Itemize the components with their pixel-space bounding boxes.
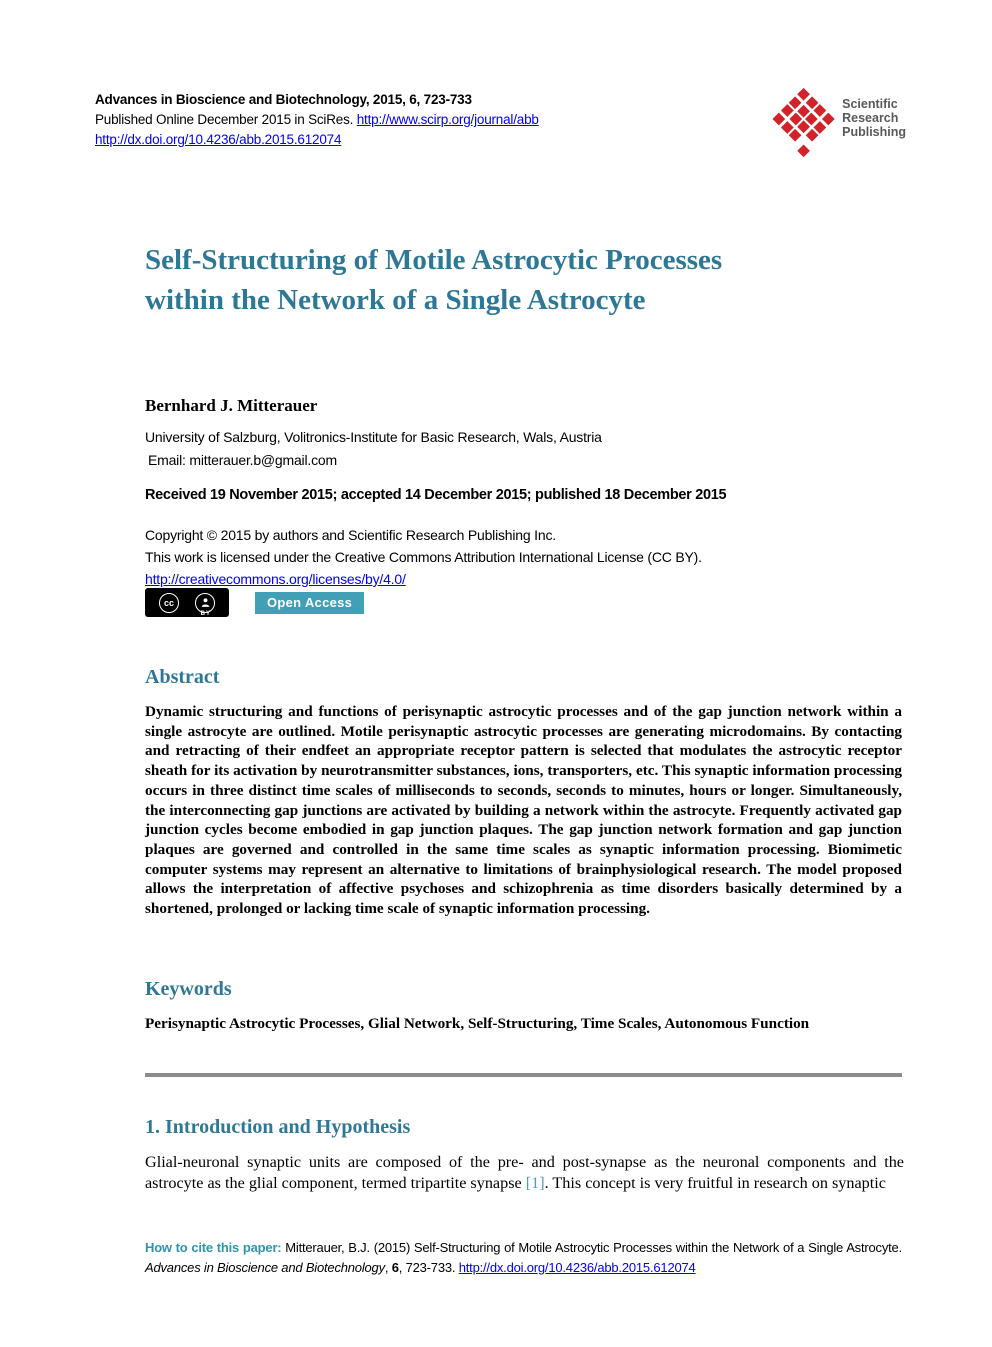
- copyright-block: [145, 524, 702, 590]
- doi-line: [95, 130, 539, 150]
- srp-logo: [782, 94, 906, 142]
- section-divider: [145, 1073, 902, 1077]
- keywords-text: Perisynaptic Astrocytic Processes, Glial Network, Self-Structuring, Time Scales, Autonomous Function: [145, 1015, 810, 1032]
- intro-text-after: . This concept is very fruitful in research on synaptic: [544, 1173, 886, 1192]
- srp-diamonds-icon: [773, 86, 838, 151]
- abstract-heading: Abstract: [145, 666, 220, 688]
- cite-journal-name: Advances in Bioscience and Biotechnology: [145, 1259, 385, 1275]
- cite-volume: 6: [391, 1259, 399, 1275]
- open-access-badge[interactable]: Open Access: [255, 592, 364, 614]
- srp-logo-text: [842, 97, 906, 139]
- cite-label: How to cite this paper:: [145, 1240, 286, 1255]
- license-link[interactable]: http://creativecommons.org/licenses/by/4.0/: [145, 571, 406, 587]
- journal-url-link[interactable]: http://www.scirp.org/journal/abb: [356, 112, 539, 127]
- cc-by-badge[interactable]: [145, 588, 229, 617]
- cite-separator: ,: [384, 1259, 392, 1275]
- journal-meta: [95, 90, 539, 150]
- published-online-line: [95, 110, 539, 130]
- article-title: Self-Structuring of Motile Astrocytic Processes within the Network of a Single Astrocyte: [145, 244, 723, 316]
- reference-1-link[interactable]: [1]: [525, 1173, 545, 1192]
- doi-link-header[interactable]: http://dx.doi.org/10.4236/abb.2015.612074: [95, 132, 342, 147]
- received-dates-line: Received 19 November 2015; accepted 14 December 2015; published 18 December 2015: [145, 487, 727, 503]
- introduction-heading: 1. Introduction and Hypothesis: [145, 1116, 411, 1138]
- abstract-text: Dynamic structuring and functions of perisynaptic astrocytic processes and of the gap junction network within a single astrocyte are outlined. Motile perisynaptic astrocytic processes are generating microdomains. By contacting and retracting of their endfeet an appropriate receptor pattern is selected that modulates the astrocytic receptor sheath for its activation by neurotransmitter substances, ions, transporters, etc. This synaptic information processing occurs in three distinct time scales of milliseconds to seconds, seconds to minutes, hours or longer. Simultaneously, the interconnecting gap junctions are activated by building a network within the astrocyte. Frequently activated gap junction cycles become embodied in gap junction plaques. The gap junction network formation and gap junction plaques are governed and controlled in the same time scales as synaptic information processing. Biomimetic computer systems may represent an alternative to limitations of brainphysiological research. The model proposed allows the interpretation of affective psychoses and schizophrenia as time disorders basically determined by a shortened, prolonged or lacking time scale of synaptic information processing.: [145, 703, 902, 918]
- logo-word-research: Research: [842, 111, 899, 125]
- intro-text-before: Glial-neuronal synaptic units are composed of the pre- and post-synapse as the neuronal components and the astrocyte as the glial component, termed tripartite synapse: [145, 1153, 904, 1192]
- cite-text: Mitterauer, B.J. (2015) Self-Structuring of Motile Astrocytic Processes within the Network of a Single Astrocyte.: [285, 1240, 902, 1255]
- author-name: Bernhard J. Mitterauer: [145, 396, 318, 415]
- copyright-line1: Copyright © 2015 by authors and Scientific Research Publishing Inc.: [145, 527, 556, 543]
- logo-word-publishing: Publishing: [842, 125, 906, 139]
- author-email-line: Email: mitterauer.b@gmail.com: [148, 452, 337, 468]
- journal-header: [95, 90, 912, 150]
- copyright-line2: This work is licensed under the Creative Commons Attribution International License (CC BY).: [145, 549, 702, 565]
- doi-link-footer[interactable]: http://dx.doi.org/10.4236/abb.2015.612074: [458, 1259, 696, 1275]
- introduction-text: [145, 1152, 904, 1194]
- how-to-cite-footer: [145, 1238, 902, 1277]
- person-icon: [195, 593, 215, 613]
- journal-citation-line: Advances in Bioscience and Biotechnology, 2015, 6, 723-733: [95, 92, 472, 107]
- license-link-line: [145, 568, 702, 590]
- author-affiliation: University of Salzburg, Volitronics-Institute for Basic Research, Wals, Austria: [145, 429, 602, 445]
- published-online-text: Published Online December 2015 in SciRes.: [95, 112, 357, 127]
- cc-icon: cc: [159, 593, 179, 613]
- license-badges: [145, 588, 364, 617]
- logo-word-scientific: Scientific: [842, 97, 898, 111]
- cite-pages: , 723-733.: [398, 1259, 459, 1275]
- keywords-heading: Keywords: [145, 978, 232, 1000]
- cc-by-label: BY: [200, 611, 211, 617]
